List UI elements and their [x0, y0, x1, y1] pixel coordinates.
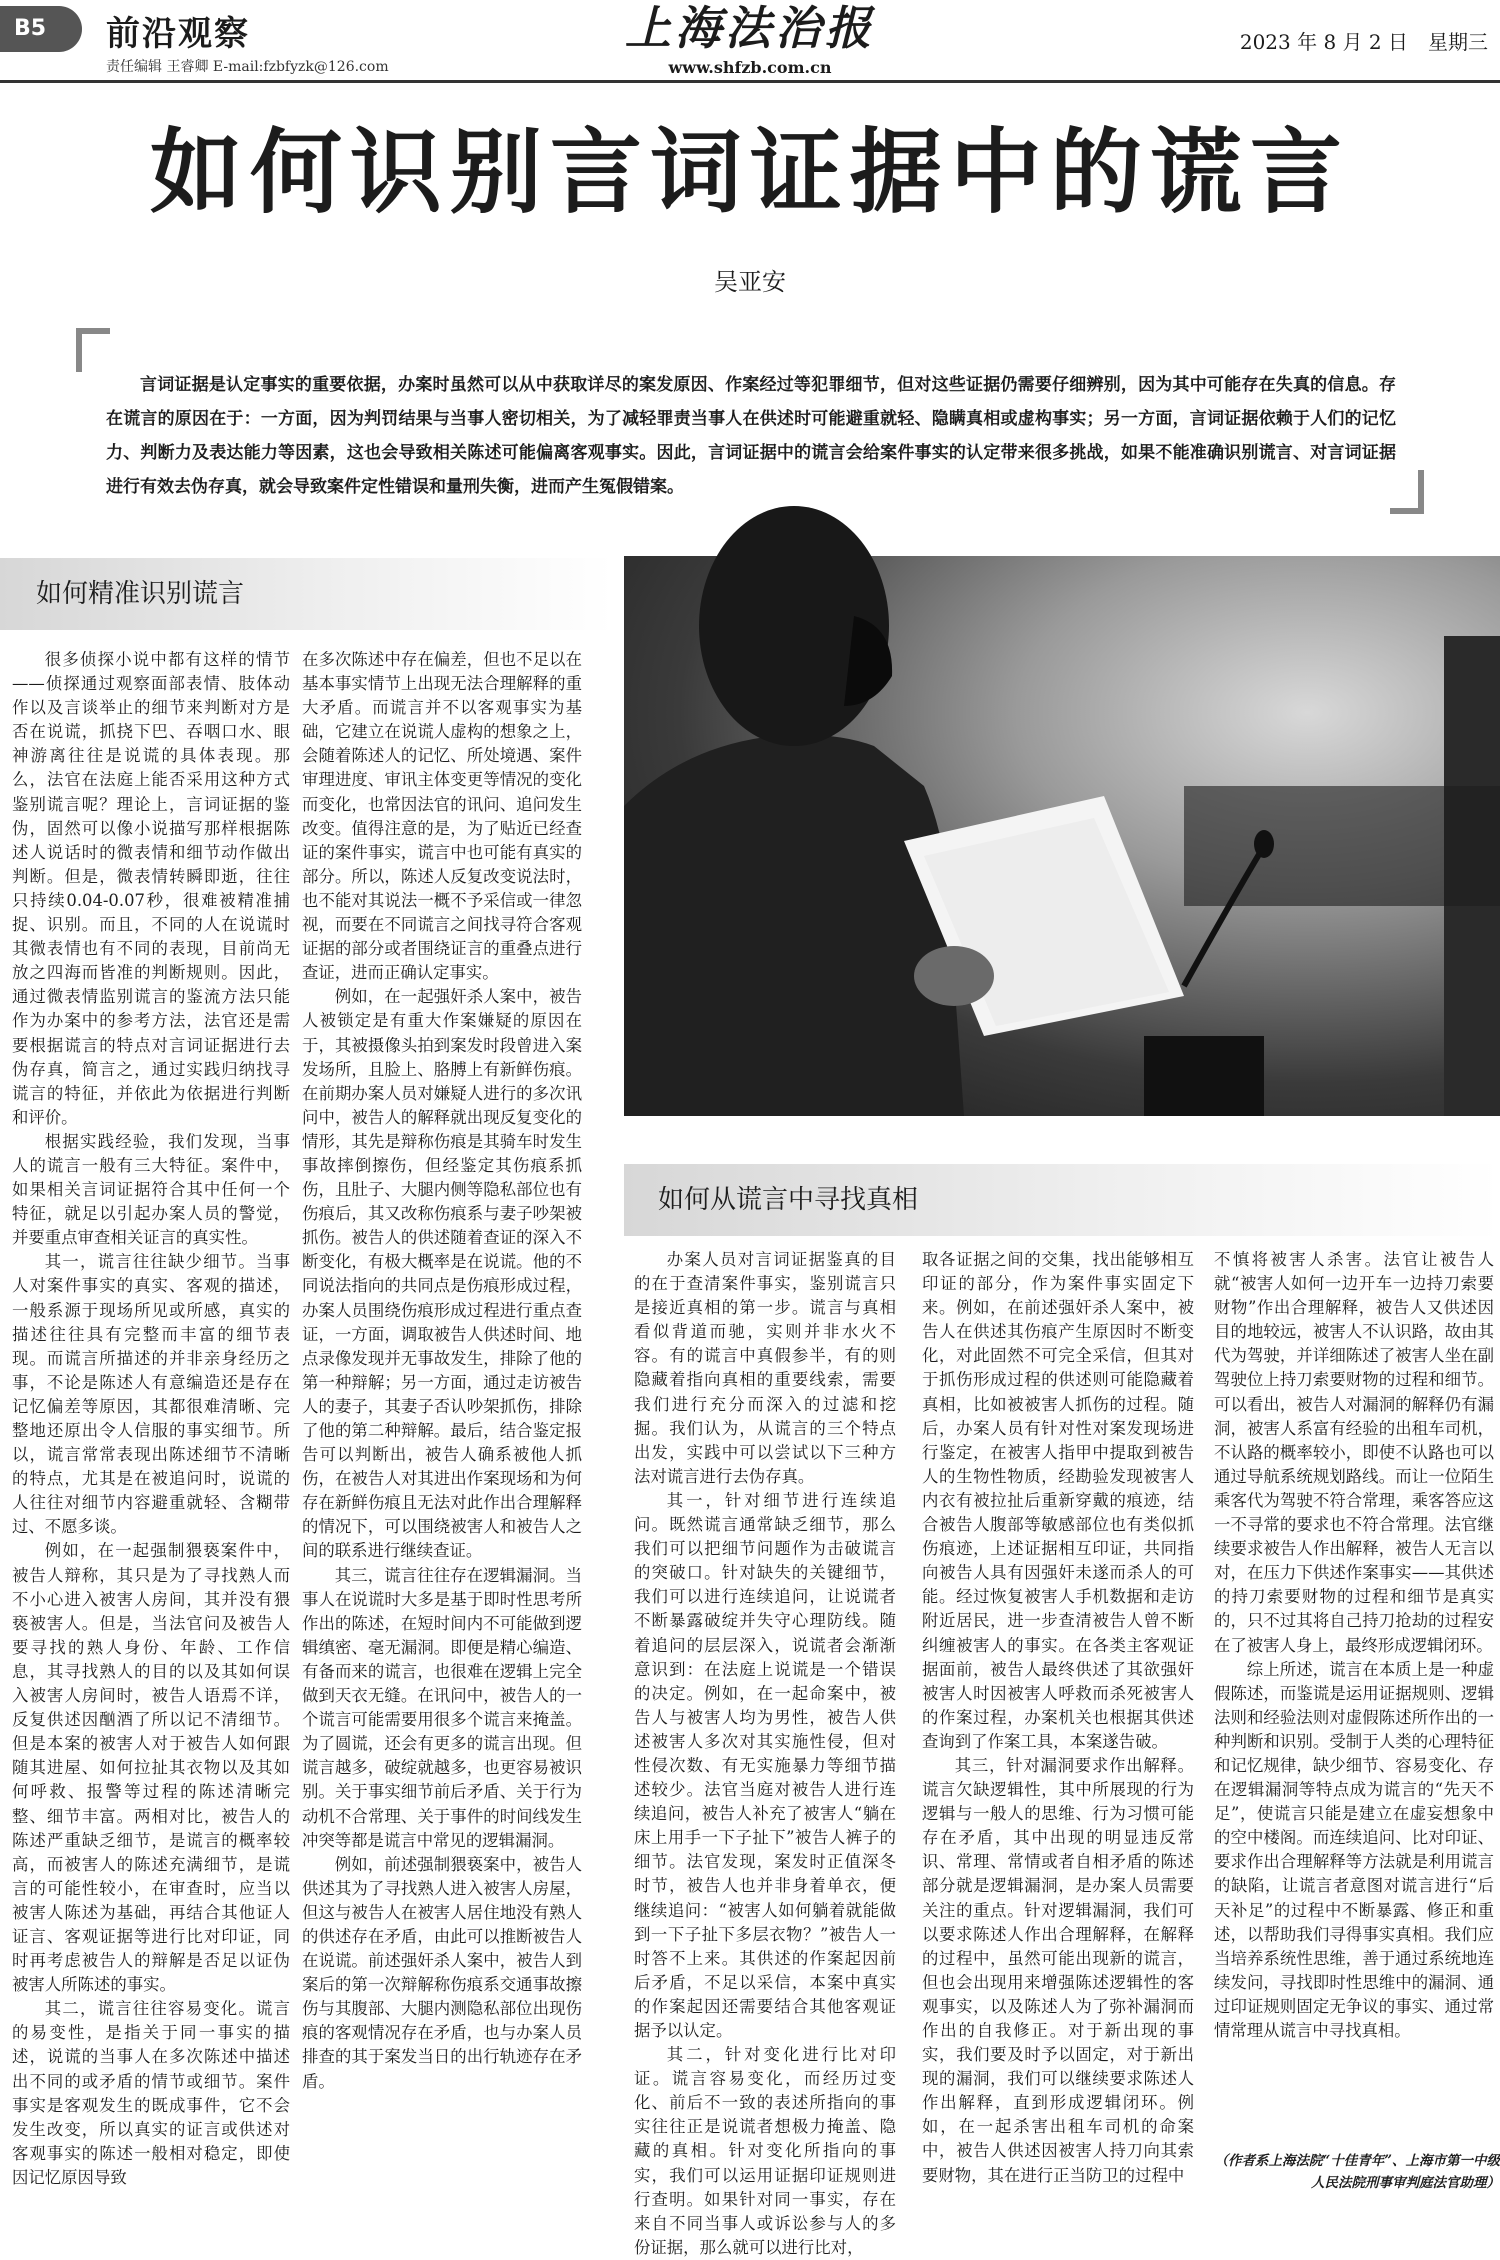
- editor-info: 责任编辑 王睿卿 E-mail:fzbfyzk@126.com: [106, 59, 389, 75]
- paragraph: 不慎将被害人杀害。法官让被告人就“被害人如何一边开车一边持刀索要财物”作出合理解释，被告人又供述因目的地较远，被害人不认识路，故由其代为驾驶，并详细陈述了被害人坐在副驾驶位上持刀索要财物的过程和细节。可以看出，被告人对漏洞的解释仍有漏洞，被害人系富有经验的出租车司机，不认路的概率较小，即使不认路也可以通过导航系统规划路线。而让一位陌生乘客代为驾驶不符合常理，乘客答应这一不寻常的要求也不符合常理。法官继续要求被告人作出解释，被告人无言以对，在压力下供述作案事实——其供述的持刀索要财物的过程和细节是真实的，只不过其将自己持刀抢劫的过程安在了被害人身上，最终形成逻辑闭环。: [1214, 1250, 1494, 1655]
- paragraph: 其三，谎言往往存在逻辑漏洞。当事人在说谎时大多是基于即时性思考所作出的陈述，在短时间内不可能做到逻辑缜密、毫无漏洞。即便是精心编造、有备而来的谎言，也很难在逻辑上完全做到天衣无缝。在讯问中，被告人的一个谎言可能需要用很多个谎言来掩盖。为了圆谎，还会有更多的谎言出现。但谎言越多，破绽就越多，也更容易被识别。关于事实细节前后矛盾、关于行为动机不合常理、关于事件的时间线发生冲突等都是谎言中常见的逻辑漏洞。: [302, 1565, 582, 1850]
- page-num: 5: [30, 16, 47, 41]
- paragraph: 其二，针对变化进行比对印证。谎言容易变化，而经历过变化、前后不一致的表述所指向的事实往往正是说谎者想极力掩盖、隐藏的真相。针对变化所指向的事实，我们可以运用证据印证规则进行查明。如果针对同一事实，存在来自不同当事人或诉讼参与人的多份证据，那么就可以进行比对，: [634, 2045, 896, 2257]
- section-name: 前沿观察: [106, 14, 250, 54]
- paragraph: 办案人员对言词证据鉴真的目的在于查清案件事实，鉴别谎言只是接近真相的第一步。谎言与真相看似背道而驰，实则并非水火不容。有的谎言中真假参半，有的则隐藏着指向真相的重要线索，需要我们进行充分而深入的过滤和挖掘。我们认为，从谎言的三个特点出发，实践中可以尝试以下三种方法对谎言进行去伪存真。: [634, 1250, 896, 1486]
- paragraph: 例如，前述强制猥亵案中，被告人供述其为了寻找熟人进入被害人房屋，但这与被告人在被害人居住地没有熟人的供述存在矛盾，由此可以推断被告人在说谎。前述强奸杀人案中，被告人到案后的第一次辩解称伤痕系交通事故擦伤与其腹部、大腿内测隐私部位出现伤痕的客观情况存在矛盾，也与办案人员排查的其于案发当日的出行轨迹存在矛盾。: [302, 1854, 582, 2091]
- section-heading-1: 如何精准识别谎言: [0, 558, 612, 630]
- section-heading-2: 如何从谎言中寻找真相: [624, 1164, 1500, 1236]
- body-column-5: [1214, 1248, 1494, 2148]
- paragraph: 例如，在一起强制猥亵案件中，被告人辩称，其只是为了寻找熟人而不小心进入被害人房间，其并没有猥亵被害人。但是，当法官问及被告人要寻找的熟人身份、年龄、工作信息，其寻找熟人的目的以及其如何误入被害人房间时，被告人语焉不详，反复供述因酗酒了所以记不清细节。但是本案的被害人对于被告人如何跟随其进屋、如何拉扯其衣物以及其如何呼救、报警等过程的陈述清晰完整、细节丰富。两相对比，被告人的陈述严重缺乏细节，是谎言的概率较高，而被害人的陈述充满细节，是谎言的可能性较小，在审查时，应当以被害人陈述为基础，再结合其他证人证言、客观证据等进行比对印证，同时再考虑被告人的辩解是否足以证伪被害人所陈述的事实。: [12, 1541, 290, 1995]
- article-title: 如何识别言词证据中的谎言: [149, 119, 1350, 226]
- paragraph: 在多次陈述中存在偏差，但也不足以在基本事实情节上出现无法合理解释的重大矛盾。而谎言并不以客观事实为基础，它建立在说谎人虚构的想象之上，会随着陈述人的记忆、所处境遇、案件审理进度、审讯主体变更等情况的变化而变化，也常因法官的讯问、追问发生改变。值得注意的是，为了贴近已经查证的案件事实，谎言中也可能有真实的部分。所以，陈述人反复改变说法时，也不能对其说法一概不予采信或一律忽视，而要在不同谎言之间找寻符合客观证据的部分或者围绕证言的重叠点进行查证，进而正确认定事实。: [302, 650, 582, 983]
- paragraph: 例如，在一起强奸杀人案中，被告人被锁定是有重大作案嫌疑的原因在于，其被摄像头拍到案发时段曾进入案发场所，且脸上、胳膊上有新鲜伤痕。在前期办案人员对嫌疑人进行的多次讯问中，被告人的解释就出现反复变化的情形，其先是辩称伤痕是其骑车时发生事故摔倒擦伤，但经鉴定其伤痕系抓伤，且肚子、大腿内侧等隐私部位也有伤痕后，其又改称伤痕系与妻子吵架被抓伤。被告人的供述随着查证的深入不断变化，有极大概率是在说谎。他的不同说法指向的共同点是伤痕形成过程，办案人员围绕伤痕形成过程进行重点查证，一方面，调取被告人供述时间、地点录像发现并无事故发生，排除了他的第一种辩解；另一方面，通过走访被告人的妻子，其妻子否认吵架抓伤，排除了他的第二种辩解。最后，结合鉴定报告可以判断出，被告人确系被他人抓伤，在被告人对其进出作案现场和为何存在新鲜伤痕且无法对此作出合理解释的情况下，可以围绕被害人和被告人之间的联系进行继续查证。: [302, 987, 582, 1561]
- article-abstract: 言词证据是认定事实的重要依据，办案时虽然可以从中获取详尽的案发原因、作案经过等犯罪细节，但对这些证据仍需要仔细辨别，因为其中可能存在失真的信息。存在谎言的原因在于：一方面，因为判罚结果与当事人密切相关，为了减轻罪责当事人在供述时可能避重就轻、隐瞒真相或虚构事实；另一方面，言词证据依赖于人们的记忆力、判断力及表达能力等因素，这也会导致相关陈述可能偏离客观事实。因此，言词证据中的谎言会给案件事实的认定带来很多挑战，如果不能准确识别谎言、对言词证据进行有效去伪存真，就会导致案件定性错误和量刑失衡，进而产生冤假错案。: [106, 375, 1396, 497]
- courtroom-photo-illustration: [624, 556, 1500, 1116]
- page-letter: B: [14, 16, 31, 41]
- paragraph: 很多侦探小说中都有这样的情节——侦探通过观察面部表情、肢体动作以及言谈举止的细节来判断对方是否在说谎，抓挠下巴、吞咽口水、眼神游离往往是说谎的具体表现。那么，法官在法庭上能否采用这种方式鉴别谎言呢？理论上，言词证据的鉴伪，固然可以像小说描写那样根据陈述人说话时的微表情和细节动作做出判断。但是，微表情转瞬即逝，往往只持续0.04-0.07秒，很难被精准捕捉、识别。而且，不同的人在说谎时其微表情也有不同的表现，目前尚无放之四海而皆准的判断规则。因此，通过微表情监别谎言的鉴流方法只能作为办案中的参考方法，法官还是需要根据谎言的特点对言词证据进行去伪存真，简言之，通过实践归纳找寻谎言的特征，并依此为依据进行判断和评价。: [12, 650, 290, 1127]
- paragraph: 其一，谎言往往缺少细节。当事人对案件事实的真实、客观的描述，一般系源于现场所见或所感，真实的描述往往具有完整而丰富的细节表现。而谎言所描述的并非亲身经历之事，不论是陈述人有意编造还是存在记忆偏差等原因，其都很难清晰、完整地还原出令人信服的事实细节。所以，谎言常常表现出陈述细节不清晰的特点，尤其是在被追问时，说谎的人往往对细节内容避重就轻、含糊带过、不愿多谈。: [12, 1252, 290, 1537]
- paragraph: 综上所述，谎言在本质上是一种虚假陈述，而鉴谎是运用证据规则、逻辑法则和经验法则对虚假陈述所作出的一种判断和识别。受制于人类的心理特征和记忆规律，缺少细节、容易变化、存在逻辑漏洞等特点成为谎言的“先天不足”，使谎言只能是建立在虚妄想象中的空中楼阁。而连续追问、比对印证、要求作出合理解释等方法就是利用谎言的缺陷，让谎言者意图对谎言进行“后天补足”的过程中不断暴露、修正和重述，以帮助我们寻得事实真相。我们应当培养系统性思维，善于通过系统地连续发问，寻找即时性思维中的漏洞、通过印证规则固定无争议的事实、通过常情常理从谎言中寻找真相。: [1214, 1659, 1494, 2040]
- newspaper-masthead: 上海法治报: [625, 1, 875, 55]
- article-photo: [624, 556, 1500, 1116]
- page-number-badge: [0, 6, 82, 52]
- paragraph: 取各证据之间的交集，找出能够相互印证的部分，作为案件事实固定下来。例如，在前述强奸杀人案中，被告人在供述其伤痕产生原因时不断变化，对此固然不可完全采信，但其对于抓伤形成过程的供述则可能隐藏着真相，比如被被害人抓伤的过程。随后，办案人员有针对性对案发现场进行鉴定，在被害人指甲中提取到被告人的生物性物质，经勘验发现被害人内衣有被拉扯后重新穿戴的痕迹，结合被告人腹部等敏感部位也有类似抓伤痕迹，上述证据相互印证，共同指向被告人具有因强奸未遂而杀人的可能。经过恢复被害人手机数据和走访附近居民，进一步查清被告人曾不断纠缠被害人的事实。在各类主客观证据面前，被告人最终供述了其欲强奸被害人时因被害人呼救而杀死被害人的作案过程，办案机关也根据其供述查询到了作案工具，本案遂告破。: [922, 1250, 1194, 1751]
- header-rule: [0, 80, 1500, 83]
- body-column-2: [302, 648, 582, 2228]
- body-column-1: [12, 648, 290, 2228]
- website-url[interactable]: www.shfzb.com.cn: [668, 58, 832, 77]
- body-column-3: [634, 1248, 896, 2257]
- article-author: 吴亚安: [714, 268, 786, 296]
- issue-date: 2023 年 8 月 2 日 星期三: [1239, 30, 1488, 54]
- author-credit: （作者系上海法院“十佳青年”、上海市第一中级人民法院刑事审判庭法官助理）: [1214, 2153, 1500, 2191]
- quote-bracket-close: [1390, 470, 1424, 514]
- paragraph: 其三，针对漏洞要求作出解释。谎言欠缺逻辑性，其中所展现的行为逻辑与一般人的思维、行为习惯可能存在矛盾，其中出现的明显违反常识、常理、常情或者自相矛盾的陈述部分就是逻辑漏洞，是办案人员需要关注的重点。针对逻辑漏洞，我们可以要求陈述人作出合理解释，在解释的过程中，虽然可能出现新的谎言，但也会出现用来增强陈述逻辑性的客观事实，以及陈述人为了弥补漏洞而作出的自我修正。对于新出现的事实，我们要及时予以固定，对于新出现的漏洞，我们可以继续要求陈述人作出解释，直到形成逻辑闭环。例如，在一起杀害出租车司机的命案中，被告人供述因被害人持刀向其索要财物，其在进行正当防卫的过程中: [922, 1755, 1194, 2185]
- paragraph: 其二，谎言往往容易变化。谎言的易变性，是指关于同一事实的描述，说谎的当事人在多次陈述中描述出不同的或矛盾的情节或细节。案件事实是客观发生的既成事件，它不会发生改变，所以真实的证言或供述对客观事实的陈述一般相对稳定，即使因记忆原因导致: [12, 1999, 290, 2187]
- quote-bracket-open: [76, 328, 110, 372]
- paragraph: 其一，针对细节进行连续追问。既然谎言通常缺乏细节，那么我们可以把细节问题作为击破谎言的突破口。针对缺失的关键细节，我们可以进行连续追问，让说谎者不断暴露破绽并失守心理防线。随着追问的层层深入，说谎者会渐渐意识到：在法庭上说谎是一个错误的决定。例如，在一起命案中，被告人与被害人均为男性，被告人供述被害人多次对其实施性侵，但对性侵次数、有无实施暴力等细节描述较少。法官当庭对被告人进行连续追问，被告人补充了被害人“躺在床上用手一下子扯下”被告人裤子的细节。法官发现，案发时正值深冬时节，被告人也并非身着单衣，便继续追问：“被害人如何躺着就能做到一下子扯下多层衣物？”被告人一时答不上来。其供述的作案起因前后矛盾，不足以采信，本案中真实的作案起因还需要结合其他客观证据予以认定。: [634, 1490, 896, 2040]
- body-column-4: [922, 1248, 1194, 2228]
- paragraph: 根据实践经验，我们发现，当事人的谎言一般有三大特征。案件中，如果相关言词证据符合其中任何一个特征，就足以引起办案人员的警觉，并要重点审查相关证言的真实性。: [12, 1131, 290, 1248]
